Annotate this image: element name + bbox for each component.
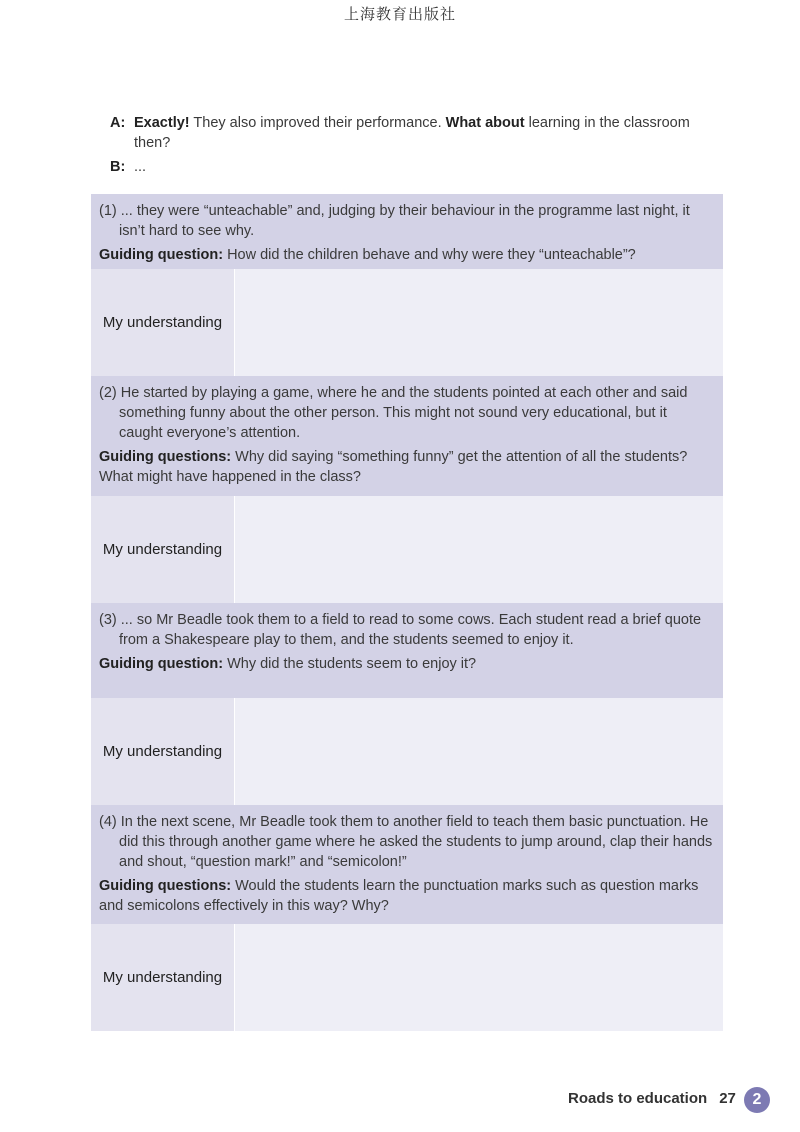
question-block-3 — [91, 603, 723, 698]
guiding-question-4 — [99, 876, 713, 916]
question-block-1 — [91, 194, 723, 269]
publisher-header: 上海教育出版社 — [343, 5, 456, 23]
understanding-label-1: My understanding — [91, 269, 235, 376]
speaker-b: B: — [110, 159, 126, 175]
dialogue-b — [110, 157, 710, 177]
question-block-2 — [91, 376, 723, 496]
guide-label-4: Guiding questions: — [99, 878, 232, 894]
guide-label-2: Guiding questions: — [99, 449, 232, 465]
guide-label-3: Guiding question: — [99, 656, 224, 672]
understanding-row-3 — [91, 698, 723, 805]
understanding-row-2 — [91, 496, 723, 603]
guide-text-2: Why did saying “something funny” get the attention of all the students? What might have happened in the class? — [99, 449, 688, 485]
understanding-row-1 — [91, 269, 723, 376]
guide-text-3: Why did the students seem to enjoy it? — [223, 656, 477, 672]
quote-1: (1) ... they were “unteachable” and, judging by their behaviour in the programme last night, it isn’t hard to see why. — [99, 203, 690, 239]
quote-4: (4) In the next scene, Mr Beadle took them to another field to teach them basic punctuation. He did this through another game where he asked the students to jump around, clap their hands and shout, “question mark!” and “semicolon!” — [99, 814, 713, 870]
dialogue-a-text — [134, 113, 704, 153]
unit-badge: 2 — [744, 1087, 770, 1113]
question-block-4 — [91, 805, 723, 924]
dialogue-a — [110, 113, 710, 153]
dialogue-a-text-1: They also improved their performance. — [189, 115, 446, 131]
guide-text-4: Would the students learn the punctuation marks such as question marks and semicolons effectively in this way? Why? — [99, 878, 699, 914]
speaker-a: A: — [110, 115, 126, 131]
footer-title: Roads to education — [568, 1090, 708, 1107]
guiding-question-2 — [99, 447, 713, 487]
dialogue-a-text-2: learning in the classroom then? — [134, 115, 690, 151]
quote-3: (3) ... so Mr Beadle took them to a field to read to some cows. Each student read a brief quote from a Shakespeare play to them, and the students seemed to enjoy it. — [99, 612, 702, 648]
footer — [568, 1090, 736, 1107]
quote-2: (2) He started by playing a game, where he and the students pointed at each other and said something funny about the other person. This might not sound very educational, but it caught everyone’s attention. — [99, 385, 688, 441]
understanding-label-3: My understanding — [91, 698, 235, 805]
page-number: 27 — [719, 1090, 736, 1107]
guide-text-1: How did the children behave and why were they “unteachable”? — [223, 247, 636, 263]
understanding-row-4 — [91, 924, 723, 1031]
guide-label-1: Guiding question: — [99, 247, 224, 263]
understanding-label-4: My understanding — [91, 924, 235, 1031]
dialogue-a-bold-2: What about — [445, 115, 525, 131]
understanding-label-2: My understanding — [91, 496, 235, 603]
guiding-question-3 — [99, 654, 713, 674]
guiding-question-1 — [99, 245, 713, 265]
dialogue-a-bold-1: Exactly! — [134, 115, 190, 131]
dialogue-b-text: ... — [134, 159, 147, 175]
